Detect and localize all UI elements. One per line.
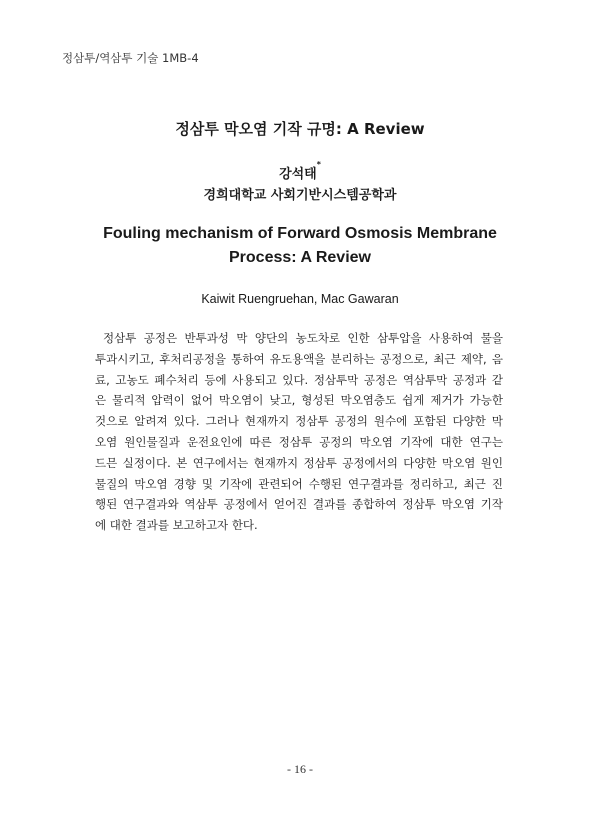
english-title: [0, 222, 600, 270]
english-authors: Kaiwit Ruengruehan, Mac Gawaran: [201, 292, 399, 306]
abstract-line: 드믄 실정이다. 본 연구에서는 현재까지 정삼투 공정에서의 다양한 막오염 원인: [95, 455, 503, 470]
english-title-line-1: Fouling mechanism of Forward Osmosis Membrane: [103, 225, 497, 242]
corresponding-author-mark: *: [316, 160, 321, 169]
abstract-line: 은 물리적 압력이 없어 막오염이 낮고, 형성된 막오염층도 쉽게 제거가 가능한: [95, 393, 503, 408]
abstract-line: 오염 원인물질과 운전요인에 따른 정삼투 공정의 막오염 기작에 대한 연구는: [95, 434, 503, 449]
session-tag: 정삼투/역삼투 기술 1MB-4: [62, 51, 199, 65]
abstract-line: 물질의 막오염 경향 및 기작에 관련되어 수행된 연구결과를 정리하고, 최근 진: [95, 476, 503, 491]
abstract-line: 정삼투 공정은 반투과성 막 양단의 농도차로 인한 삼투압을 사용하여 물을: [103, 331, 503, 345]
korean-title: 정삼투 막오염 기작 규명: A Review: [175, 120, 425, 138]
korean-author: [0, 160, 600, 182]
abstract-body: [95, 328, 503, 536]
english-title-line-2: Process: A Review: [229, 249, 371, 266]
korean-affiliation: 경희대학교 사회기반시스템공학과: [203, 188, 397, 203]
page-number: - 16 -: [287, 762, 313, 776]
abstract-line: 행된 연구결과와 역삼투 공정에서 얻어진 결과를 종합하여 정삼투 막오염 기작: [95, 497, 503, 512]
abstract-line: 것으로 알려져 있다. 그러나 현재까지 정삼투 공정의 원수에 포함된 다양한 막: [95, 414, 503, 429]
korean-author-name: 강석태: [279, 167, 317, 182]
abstract-line: 투과시키고, 후처리공정을 통하여 유도용액을 분리하는 공정으로, 최근 제약, 음: [95, 351, 503, 366]
abstract-line: 료, 고농도 폐수처리 등에 사용되고 있다. 정삼투막 공정은 역삼투막 공정과 같: [95, 372, 503, 387]
abstract-line: 에 대한 결과를 보고하고자 한다.: [95, 518, 258, 533]
